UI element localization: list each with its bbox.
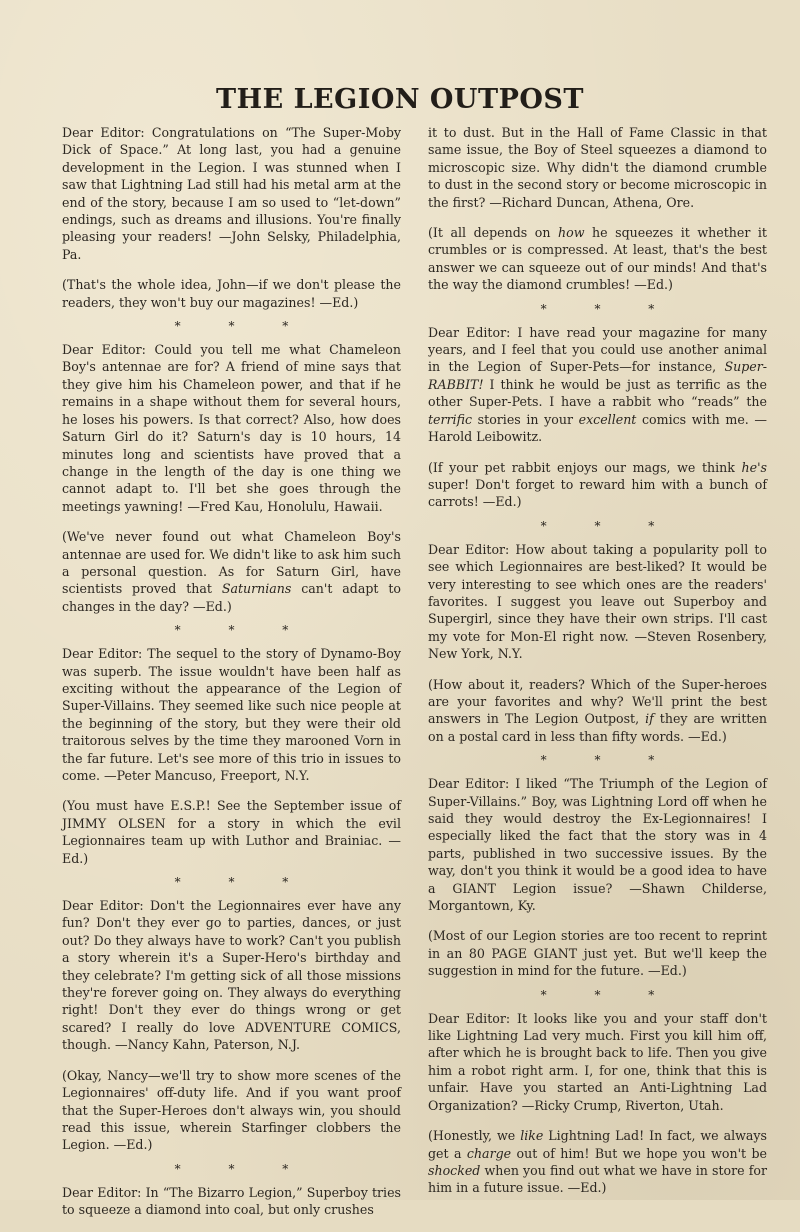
letter-leibowitz: Dear Editor: I have read your magazine for many years, and I feel that you could use another animal in the Legion of Super-Pets—for instance, Super-RABBIT! I think he would be just as terrific as the other Super-Pets. I have a rabbit who “reads” the terrific stories in your excellent comics with me. —Harold Leibowitz. xyxy=(428,324,767,445)
separator: * * * xyxy=(540,301,677,316)
editor-reply-duncan: (It all depends on how he squeezes it whether it crumbles or is compressed. At least, that's the best answer we can squeeze out of our minds! And that's the way the diamond crumbles! —Ed.) xyxy=(428,225,767,293)
separator: * * * xyxy=(174,875,311,890)
letter-selsky: Dear Editor: Congratulations on “The Super-Moby Dick of Space.” At long last, you had a genuine development in the Legion. I was stunned when I saw that Lightning Lad still had his metal arm at the end of the story, because I am so used to “let-down” endings, such as dreams and illusions. You're finally pleasing your readers! —John Selsky, Philadelphia, Pa. xyxy=(62,125,401,262)
separator: * * * xyxy=(540,987,677,1002)
editor-reply-kau: (We've never found out what Chameleon Boy's antennae are used for. We didn't like to ask him such a personal question. As for Saturn Girl, have scientists proved that Saturnians can't adapt to changes in the day? —Ed.) xyxy=(62,529,401,614)
right-column xyxy=(428,124,767,1210)
editor-reply-mancuso: (You must have E.S.P.! See the September issue of JIMMY OLSEN for a story in which the evil Legionnaires team up with Luthor and Brainiac. —Ed.) xyxy=(62,798,401,866)
letter-childerse: Dear Editor: I liked “The Triumph of the Legion of Super-Villains.” Boy, was Lightning Lord off when he said they would destroy the Ex-Legionnaires! I especially liked the fact that the story was in 4 parts, published in two successive issues. By the way, don't you think it would be a good idea to have a GIANT Legion issue? —Shawn Childerse, Morgantown, Ky. xyxy=(428,776,767,914)
letter-rosenbery: Dear Editor: How about taking a popularity poll to see which Legionnaires are best-liked? It would be very interesting to see which ones are the readers' favorites. I suggest you leave out Superboy and Supergirl, since they have their own strips. I'll cast my vote for Mon-El right now. —Steven Rosenbery, New York, N.Y. xyxy=(428,541,767,662)
letter-kahn: Dear Editor: Don't the Legionnaires ever have any fun? Don't they ever go to parties, dances, or just out? Do they always have to work? Can't you publish a story wherein it's a Super-Hero's birthday and they celebrate? I'm getting sick of all those missions they're forever going on. They always do everything right! Don't they ever do things wrong or get scared? I really do love ADVENTURE COMICS, though. —Nancy Kahn, Paterson, N.J. xyxy=(62,898,401,1053)
editor-reply-childerse: (Most of our Legion stories are too recent to reprint in an 80 PAGE GIANT just yet. But we'll keep the suggestion in mind for the future. —Ed.) xyxy=(428,928,767,979)
editor-reply-selsky: (That's the whole idea, John—if we don't please the readers, they won't buy our magazines! —Ed.) xyxy=(62,277,401,310)
separator: * * * xyxy=(174,1161,311,1176)
left-column xyxy=(62,124,401,1232)
separator: * * * xyxy=(174,319,311,334)
separator: * * * xyxy=(540,753,677,768)
editor-reply-leibowitz: (If your pet rabbit enjoys our mags, we think he's super! Don't forget to reward him with a bunch of carrots! —Ed.) xyxy=(428,459,767,510)
editor-reply-crump: (Honestly, we like Lightning Lad! In fact, we always get a charge out of him! But we hope you won't be shocked when you find out what we have in store for him in a future issue. —Ed.) xyxy=(428,1128,768,1196)
letter-crump: Dear Editor: It looks like you and your staff don't like Lightning Lad very much. First you kill him off, after which he is brought back to life. Then you give him a robot right arm. I, for one, think that this is unfair. Have you started an Anti-Lightning Lad Organization? —Ricky Crump, Riverton, Utah. xyxy=(428,1010,767,1113)
separator: * * * xyxy=(174,623,311,638)
editor-reply-kahn: (Okay, Nancy—we'll try to show more scenes of the Legionnaires' off-duty life. And if you want proof that the Super-Heroes don't always win, you should read this issue, wherein Starfinger clobbers the Legion. —Ed.) xyxy=(62,1067,401,1153)
editor-reply-rosenbery: (How about it, readers? Which of the Super-heroes are your favorites and why? We'll print the best answers in The Legion Outpost, if they are written on a postal card in less than fifty words. —Ed.) xyxy=(428,676,768,744)
letter-duncan-cont: it to dust. But in the Hall of Fame Classic in that same issue, the Boy of Steel squeezes a diamond to microscopic size. Why didn't the diamond crumble to dust in the second story or become microscopic in the first? —Richard Duncan, Athena, Ore. xyxy=(428,125,767,210)
separator: * * * xyxy=(540,518,677,533)
letter-kau: Dear Editor: Could you tell me what Chameleon Boy's antennae are for? A friend of mine says that they give him his Chameleon power, and that if he remains in a shape without them for several hours, he loses his powers. Is that correct? Also, how does Saturn Girl do it? Saturn's day is 10 hours, 14 minutes long and scientists have proved that a change in the length of the day is one thing we cannot adapt to. I'll bet she goes through the meetings yawning! —Fred Kau, Honolulu, Hawaii. xyxy=(62,342,401,514)
letter-duncan-start: Dear Editor: In “The Bizarro Legion,” Superboy tries to squeeze a diamond into coal, but only crushes xyxy=(62,1184,401,1218)
page-title: THE LEGION OUTPOST xyxy=(215,84,584,115)
letter-mancuso: Dear Editor: The sequel to the story of Dynamo-Boy was superb. The issue wouldn't have been half as exciting without the appearance of the Legion of Super-Villains. They seemed like such nice people at the beginning of the story, but they were their old traitorous selves by the time they marooned Vorn in the far future. Let's see more of this trio in issues to come. —Peter Mancuso, Freeport, N.Y. xyxy=(62,646,401,783)
